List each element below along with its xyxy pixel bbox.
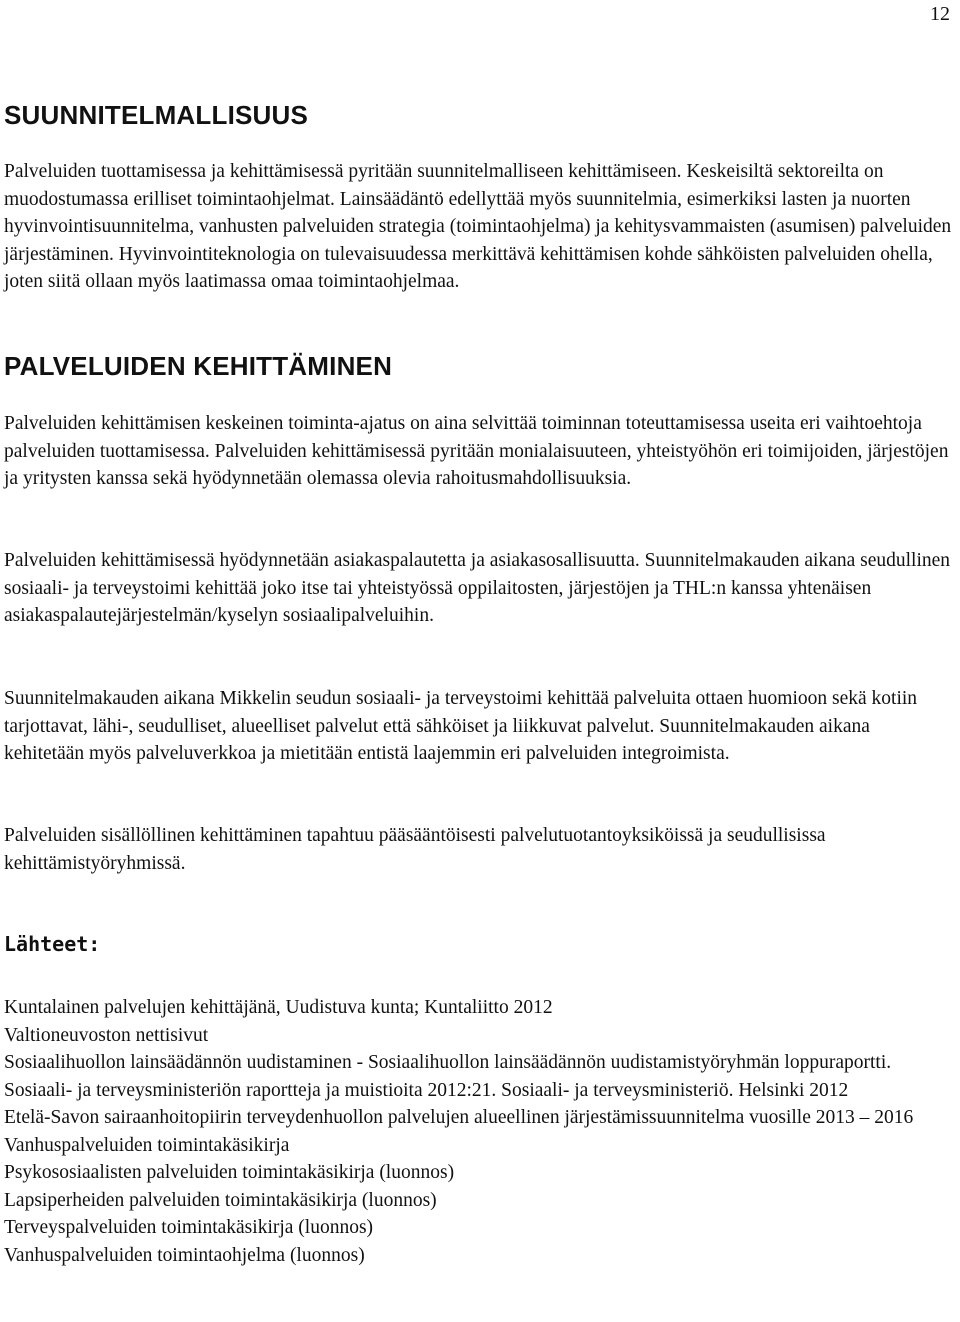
paragraph-kehittaminen-4: Palveluiden sisällöllinen kehittäminen tapahtuu pääsääntöisesti palvelutuotantoyksiköissä ja seudullisissa kehittämistyöryhmissä. <box>4 825 826 874</box>
paragraph-kehittaminen-1: Palveluiden kehittämisen keskeinen toiminta-ajatus on aina selvittää toiminnan toteuttamisessa useita eri vaihtoehtoja palveluiden tuottamisessa. Palveluiden kehittämisessä pyritään monialaisuuteen, yhteistyöhön eri toimijoiden, järjestöjen ja yritysten kanssa sekä hyödynnetään olemassa olevia rahoitusmahdollisuuksia. <box>4 413 949 489</box>
source-item: Psykososiaalisten palveluiden toimintakäsikirja (luonnos) <box>4 1162 455 1183</box>
source-item: Kuntalainen palvelujen kehittäjänä, Uudistuva kunta; Kuntaliitto 2012 <box>4 997 553 1018</box>
paragraph-suunnitelmallisuus: Palveluiden tuottamisessa ja kehittämisessä pyritään suunnitelmalliseen kehittämiseen. Keskeisiltä sektoreilta on muodostumassa erilliset toimintaohjelmat. Lainsäädäntö edellyttää myös suunnitelmia, esimerkiksi lasten ja nuorten hyvinvointisuunnitelma, vanhusten palveluiden strategia (toimintaohjelma) ja kehitysvammaisten (asumisen) palveluiden järjestäminen. Hyvinvointiteknologia on tulevaisuudessa merkittävä kehittämisen kohde sähköisten palveluiden ohella, joten siitä ollaan myös laatimassa omaa toimintaohjelmaa. <box>4 161 952 292</box>
source-item: Etelä-Savon sairaanhoitopiirin terveydenhuollon palvelujen alueellinen järjestämissuunnitelma vuosille 2013 – 2016 <box>4 1107 914 1128</box>
paragraph-kehittaminen-2: Palveluiden kehittämisessä hyödynnetään asiakaspalautetta ja asiakasosallisuutta. Suunnitelmakauden aikana seudullinen sosiaali- ja terveystoimi kehittää joko itse tai yhteistyössä oppilaitosten, järjestöjen ja THL:n kanssa yhtenäisen asiakaspalautejärjestelmän/kyselyn sosiaalipalveluihin. <box>4 550 951 626</box>
page-number: 12 <box>930 3 950 25</box>
sources-title: Lähteet: <box>4 932 101 956</box>
source-item: Terveyspalveluiden toimintakäsikirja (luonnos) <box>4 1217 374 1238</box>
section-heading-suunnitelmallisuus: SUUNNITELMALLISUUS <box>4 100 309 130</box>
source-item: Vanhuspalveluiden toimintakäsikirja <box>4 1134 290 1156</box>
source-item: Lapsiperheiden palveluiden toimintakäsikirja (luonnos) <box>4 1189 437 1211</box>
section-heading-palveluiden-kehittaminen: PALVELUIDEN KEHITTÄMINEN <box>4 351 393 381</box>
source-item: Vanhuspalveluiden toimintaohjelma (luonnos) <box>4 1244 365 1266</box>
source-item: Valtioneuvoston nettisivut <box>4 1024 209 1046</box>
sources-list <box>4 994 954 1269</box>
source-item: Sosiaalihuollon lainsäädännön uudistaminen - Sosiaalihuollon lainsäädännön uudistamistyöryhmän loppuraportti. Sosiaali- ja terveysministeriön raportteja ja muistioita 2012:21. Sosiaali- ja terveysministeriö. Helsinki 2012 <box>4 1052 892 1101</box>
paragraph-kehittaminen-3: Suunnitelmakauden aikana Mikkelin seudun sosiaali- ja terveystoimi kehittää palveluita ottaen huomioon sekä kotiin tarjottavat, lähi-, seudulliset, alueelliset palvelut että sähköiset ja liikkuvat palvelut. Suunnitelmakauden aikana kehitetään myös palveluverkkoa ja mietitään entistä laajemmin eri palveluiden integroimista. <box>4 688 918 764</box>
